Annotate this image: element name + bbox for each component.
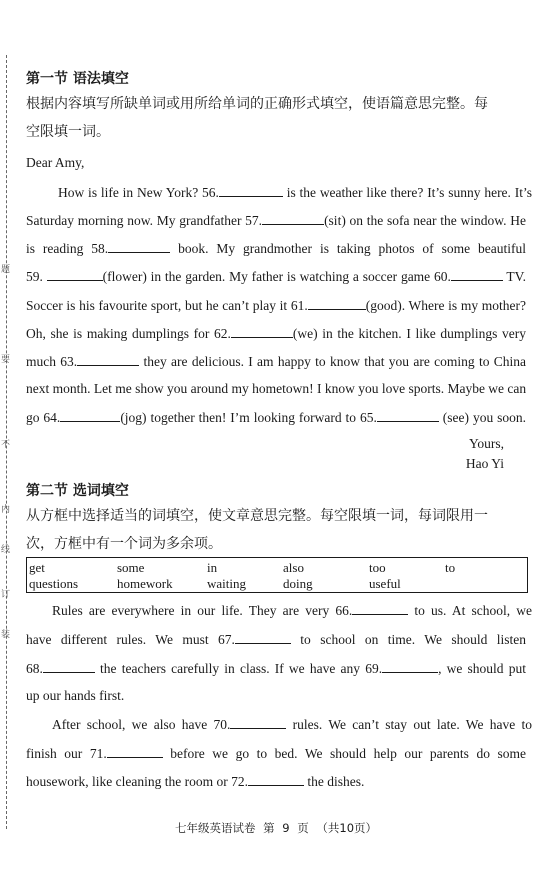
- word-option: useful: [369, 576, 401, 591]
- blank-64[interactable]: [60, 409, 120, 422]
- word-option: some: [117, 560, 145, 575]
- passage-line: 68. the teachers carefully in class. If we have any 69. , we should put: [26, 661, 526, 676]
- passage-line: How is life in New York? 56. is the weather like there? It’s sunny here. It’s: [58, 185, 532, 200]
- passage-line: Saturday morning now. My grandfather 57. (sit) on the sofa near the window. He: [26, 213, 526, 228]
- passage-line: up our hands first.: [26, 688, 125, 703]
- letter-closing: Yours,: [468, 436, 504, 451]
- word-option: doing: [283, 576, 313, 591]
- blank-61[interactable]: [308, 297, 366, 310]
- instruction-line: 从方框中选择适当的词填空，使文章意思完整。每空限填一词，每词限用一: [26, 508, 488, 524]
- passage-line: Oh, she is making dumplings for 62. (we) in the kitchen. I like dumplings very: [26, 326, 526, 341]
- word-option: get: [29, 560, 45, 575]
- margin-mark: 线: [1, 545, 11, 555]
- blank-56[interactable]: [219, 184, 283, 197]
- blank-69[interactable]: [382, 660, 438, 673]
- margin-mark: 装: [1, 630, 11, 640]
- passage-line: have different rules. We must 67. to school on time. We should listen: [26, 632, 526, 647]
- passage-line: 59. (flower) in the garden. My father is watching a soccer game 60. TV.: [26, 269, 526, 284]
- passage-line: go 64. (jog) together then! I’m looking forward to 65. (see) you soon.: [26, 410, 527, 425]
- blank-58[interactable]: [108, 240, 170, 253]
- section2-instruction: [26, 502, 526, 558]
- passage-line: housework, like cleaning the room or 72. the dishes.: [26, 774, 365, 789]
- letter-signature: Hao Yi: [465, 456, 504, 471]
- word-option: questions: [29, 576, 79, 591]
- word-option: homework: [117, 576, 173, 591]
- passage-line: is reading 58. book. My grandmother is taking photos of some beautiful: [26, 241, 526, 256]
- section2-title: 第二节 选词填空: [26, 483, 129, 499]
- passage-line: much 63. they are delicious. I am happy to know that you are coming to China: [26, 354, 527, 369]
- word-option: to: [445, 560, 456, 575]
- blank-67[interactable]: [235, 631, 291, 644]
- section1-instruction: [26, 90, 526, 146]
- instruction-line: 根据内容填写所缺单词或用所给单词的正确形式填空，使语篇意思完整。每: [26, 96, 488, 112]
- blank-63[interactable]: [77, 353, 139, 366]
- margin-mark: 题: [1, 265, 11, 275]
- blank-57[interactable]: [262, 212, 324, 225]
- section1-title: 第一节 语法填空: [26, 71, 129, 87]
- blank-60[interactable]: [451, 268, 503, 281]
- page-footer: 七年级英语试卷 第 9 页 （共10页）: [174, 821, 378, 835]
- margin-mark: 内: [1, 505, 11, 515]
- blank-65[interactable]: [377, 409, 439, 422]
- blank-72[interactable]: [248, 773, 304, 786]
- word-box: [26, 557, 528, 593]
- instruction-line: 次，方框中有一个词为多余项。: [26, 536, 222, 552]
- blank-68[interactable]: [43, 660, 95, 673]
- blank-62[interactable]: [231, 325, 293, 338]
- passage-line: next month. Let me show you around my hometown! I know you love sports. Maybe we can: [26, 381, 527, 396]
- margin-mark: 不: [1, 440, 11, 450]
- instruction-line: 空限填一词。: [26, 124, 110, 140]
- passage-line: finish our 71. before we go to bed. We should help our parents do some: [26, 746, 526, 761]
- passage-line: Rules are everywhere in our life. They are very 66. to us. At school, we: [52, 603, 533, 618]
- margin-mark: 订: [1, 590, 11, 600]
- blank-66[interactable]: [352, 602, 408, 615]
- blank-59[interactable]: [47, 268, 103, 281]
- word-option: waiting: [207, 576, 246, 591]
- margin-mark: 要: [1, 355, 11, 365]
- passage-line: Soccer is his favourite sport, but he can’t play it 61. (good). Where is my mother?: [26, 298, 526, 313]
- letter-greeting: Dear Amy,: [26, 155, 85, 170]
- blank-70[interactable]: [230, 716, 286, 729]
- word-option: also: [283, 560, 304, 575]
- passage-line: After school, we also have 70. rules. We can’t stay out late. We have to: [52, 717, 532, 732]
- blank-71[interactable]: [107, 745, 163, 758]
- word-option: in: [207, 560, 218, 575]
- word-option: too: [369, 560, 386, 575]
